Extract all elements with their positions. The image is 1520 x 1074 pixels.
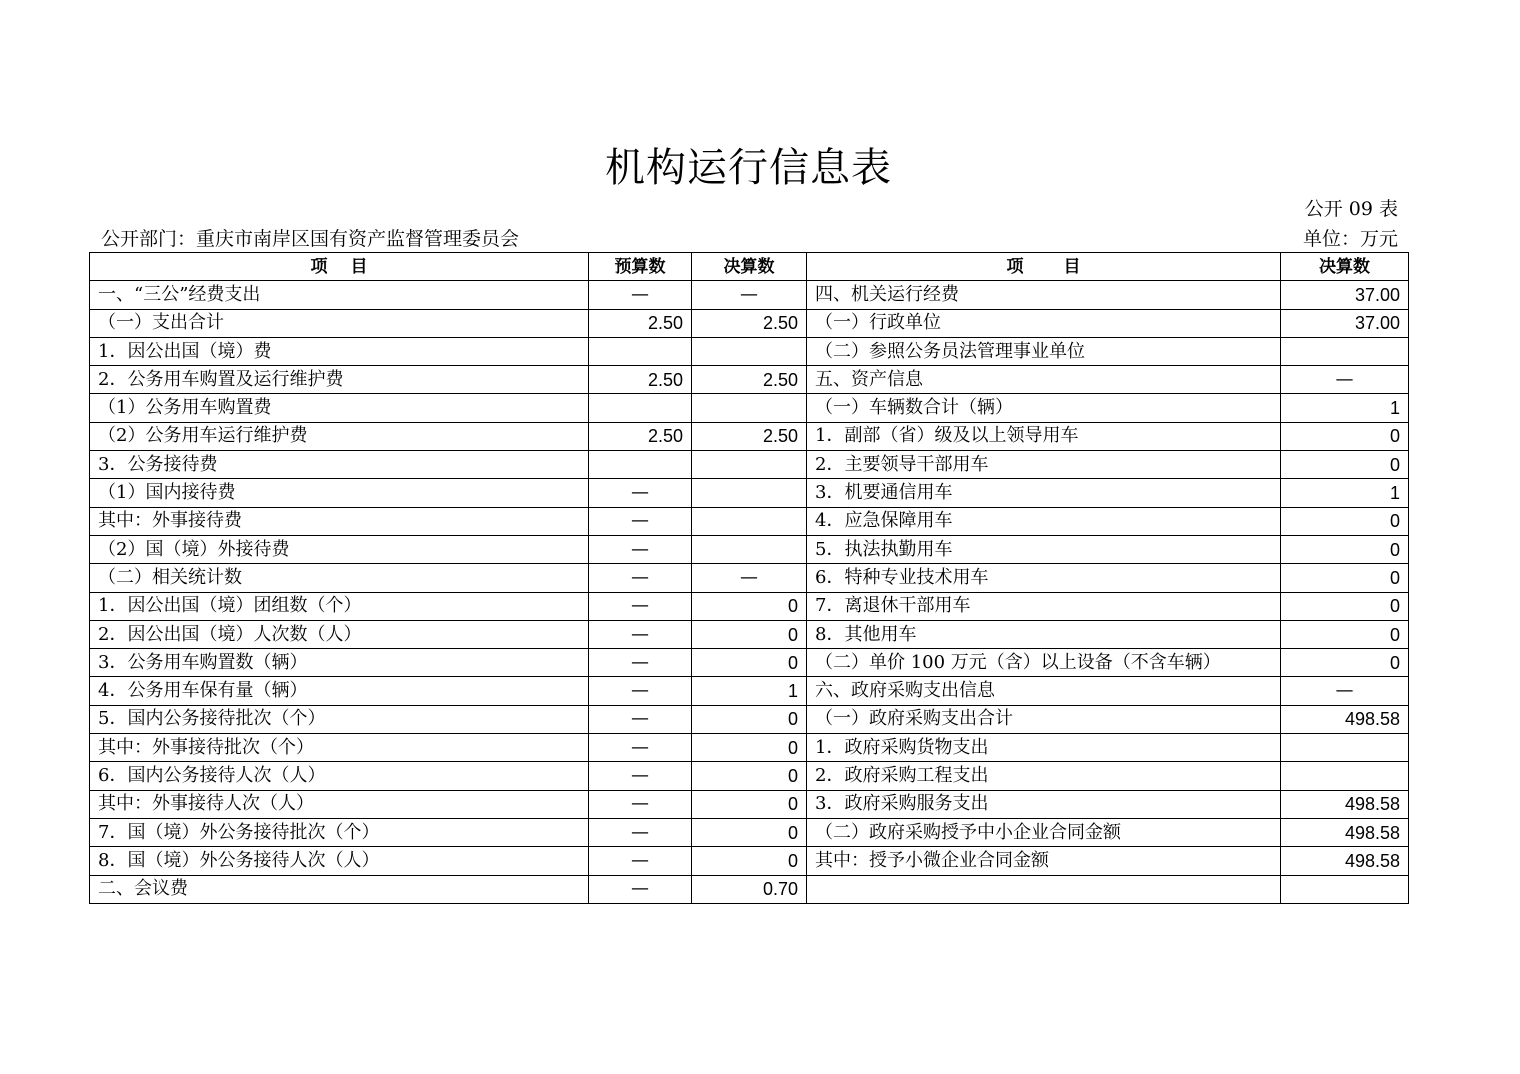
final-value: 1	[692, 677, 807, 705]
budget-value: —	[589, 705, 692, 733]
final-value	[692, 535, 807, 563]
header-final-left: 决算数	[692, 253, 807, 281]
right-item-label: 六、政府采购支出信息	[807, 677, 1281, 705]
right-final-value: 0	[1281, 649, 1409, 677]
left-item-label: 3．公务接待费	[90, 451, 589, 479]
right-final-value: 0	[1281, 535, 1409, 563]
right-final-value: 37.00	[1281, 281, 1409, 309]
budget-value	[589, 337, 692, 365]
budget-value	[589, 451, 692, 479]
budget-value: —	[589, 818, 692, 846]
right-item-label: 8．其他用车	[807, 620, 1281, 648]
right-final-value	[1281, 762, 1409, 790]
budget-value: —	[589, 734, 692, 762]
final-value	[692, 507, 807, 535]
final-value: 0	[692, 790, 807, 818]
right-item-label: 5．执法执勤用车	[807, 535, 1281, 563]
right-item-label: 3．机要通信用车	[807, 479, 1281, 507]
left-item-label: 1．因公出国（境）费	[90, 337, 589, 365]
left-item-label: 3．公务用车购置数（辆）	[90, 649, 589, 677]
table-number: 公开 09 表	[1304, 198, 1398, 220]
left-item-label: 2．因公出国（境）人次数（人）	[90, 620, 589, 648]
table-row	[90, 564, 1409, 592]
budget-value: —	[589, 620, 692, 648]
final-value: 0	[692, 847, 807, 875]
right-item-label: （一）行政单位	[807, 309, 1281, 337]
page-title: 机构运行信息表	[605, 145, 892, 191]
right-final-value	[1281, 337, 1409, 365]
right-final-value: 498.58	[1281, 818, 1409, 846]
right-item-label	[807, 875, 1281, 903]
budget-value: —	[589, 281, 692, 309]
budget-value: 2.50	[589, 309, 692, 337]
header-final-right: 决算数	[1281, 253, 1409, 281]
right-final-value: 37.00	[1281, 309, 1409, 337]
right-item-label: （二）参照公务员法管理事业单位	[807, 337, 1281, 365]
final-value	[692, 479, 807, 507]
table-row	[90, 875, 1409, 903]
final-value: —	[692, 564, 807, 592]
table-row	[90, 649, 1409, 677]
final-value	[692, 394, 807, 422]
budget-value: —	[589, 479, 692, 507]
final-value: 0	[692, 592, 807, 620]
table-row	[90, 337, 1409, 365]
unit-label: 单位：万元	[1302, 228, 1398, 250]
table-row	[90, 281, 1409, 309]
table-row	[90, 507, 1409, 535]
left-item-label: 一、“三公”经费支出	[90, 281, 589, 309]
right-item-label: 其中：授予小微企业合同金额	[807, 847, 1281, 875]
left-item-label: （二）相关统计数	[90, 564, 589, 592]
final-value: 0	[692, 818, 807, 846]
right-item-label: 3．政府采购服务支出	[807, 790, 1281, 818]
budget-value: —	[589, 790, 692, 818]
table-row	[90, 535, 1409, 563]
right-item-label: 1．政府采购货物支出	[807, 734, 1281, 762]
right-final-value: 0	[1281, 620, 1409, 648]
right-item-label: 五、资产信息	[807, 366, 1281, 394]
right-item-label: 2．主要领导干部用车	[807, 451, 1281, 479]
right-item-label: 4．应急保障用车	[807, 507, 1281, 535]
left-item-label: 6．国内公务接待人次（人）	[90, 762, 589, 790]
budget-value: 2.50	[589, 366, 692, 394]
final-value	[692, 337, 807, 365]
table-row	[90, 818, 1409, 846]
right-item-label: 7．离退休干部用车	[807, 592, 1281, 620]
table-row	[90, 847, 1409, 875]
budget-value: —	[589, 762, 692, 790]
table-row	[90, 422, 1409, 450]
right-final-value	[1281, 734, 1409, 762]
final-value: 2.50	[692, 366, 807, 394]
table-row	[90, 762, 1409, 790]
left-item-label: 1．因公出国（境）团组数（个）	[90, 592, 589, 620]
left-item-label: （2）公务用车运行维护费	[90, 422, 589, 450]
right-item-label: （一）车辆数合计（辆）	[807, 394, 1281, 422]
right-final-value: 0	[1281, 564, 1409, 592]
left-item-label: 7．国（境）外公务接待批次（个）	[90, 818, 589, 846]
budget-value: —	[589, 847, 692, 875]
table-row	[90, 451, 1409, 479]
final-value: 2.50	[692, 422, 807, 450]
right-item-label: （二）政府采购授予中小企业合同金额	[807, 818, 1281, 846]
right-item-label: 2．政府采购工程支出	[807, 762, 1281, 790]
left-item-label: 4．公务用车保有量（辆）	[90, 677, 589, 705]
right-final-value: —	[1281, 366, 1409, 394]
left-item-label: 其中：外事接待批次（个）	[90, 734, 589, 762]
budget-value: —	[589, 564, 692, 592]
left-item-label: （1）公务用车购置费	[90, 394, 589, 422]
department-label: 公开部门：重庆市南岸区国有资产监督管理委员会	[101, 228, 520, 250]
right-item-label: （一）政府采购支出合计	[807, 705, 1281, 733]
budget-value	[589, 394, 692, 422]
left-item-label: 5．国内公务接待批次（个）	[90, 705, 589, 733]
header-item-right: 项 目	[807, 253, 1281, 281]
right-final-value	[1281, 875, 1409, 903]
left-item-label: （2）国（境）外接待费	[90, 535, 589, 563]
final-value: 0	[692, 734, 807, 762]
table-row	[90, 479, 1409, 507]
left-item-label: （一）支出合计	[90, 309, 589, 337]
budget-value: —	[589, 535, 692, 563]
final-value: 0	[692, 649, 807, 677]
header-item-left: 项 目	[90, 253, 589, 281]
table-row	[90, 394, 1409, 422]
header-budget: 预算数	[589, 253, 692, 281]
final-value: 0	[692, 620, 807, 648]
right-final-value: 0	[1281, 451, 1409, 479]
right-item-label: 6．特种专业技术用车	[807, 564, 1281, 592]
budget-value: —	[589, 592, 692, 620]
right-final-value: 498.58	[1281, 847, 1409, 875]
right-final-value: 0	[1281, 592, 1409, 620]
final-value: 0	[692, 762, 807, 790]
final-value: 0	[692, 705, 807, 733]
right-final-value: 1	[1281, 394, 1409, 422]
budget-value: 2.50	[589, 422, 692, 450]
table-row	[90, 309, 1409, 337]
final-value	[692, 451, 807, 479]
right-final-value: —	[1281, 677, 1409, 705]
left-item-label: 2．公务用车购置及运行维护费	[90, 366, 589, 394]
right-item-label: 四、机关运行经费	[807, 281, 1281, 309]
right-item-label: （二）单价 100 万元（含）以上设备（不含车辆）	[807, 649, 1281, 677]
left-item-label: 其中：外事接待费	[90, 507, 589, 535]
table-row	[90, 734, 1409, 762]
right-final-value: 1	[1281, 479, 1409, 507]
right-final-value: 0	[1281, 507, 1409, 535]
table-body	[90, 281, 1409, 904]
info-table	[89, 252, 1409, 904]
right-item-label: 1．副部（省）级及以上领导用车	[807, 422, 1281, 450]
final-value: 0.70	[692, 875, 807, 903]
right-final-value: 498.58	[1281, 705, 1409, 733]
left-item-label: 其中：外事接待人次（人）	[90, 790, 589, 818]
left-item-label: 8．国（境）外公务接待人次（人）	[90, 847, 589, 875]
table-row	[90, 705, 1409, 733]
table-row	[90, 620, 1409, 648]
budget-value: —	[589, 507, 692, 535]
right-final-value: 498.58	[1281, 790, 1409, 818]
left-item-label: 二、会议费	[90, 875, 589, 903]
right-final-value: 0	[1281, 422, 1409, 450]
table-row	[90, 790, 1409, 818]
left-item-label: （1）国内接待费	[90, 479, 589, 507]
table-row	[90, 677, 1409, 705]
final-value: 2.50	[692, 309, 807, 337]
final-value: —	[692, 281, 807, 309]
table-row	[90, 366, 1409, 394]
budget-value: —	[589, 677, 692, 705]
budget-value: —	[589, 875, 692, 903]
budget-value: —	[589, 649, 692, 677]
header-row	[90, 253, 1409, 281]
table-row	[90, 592, 1409, 620]
